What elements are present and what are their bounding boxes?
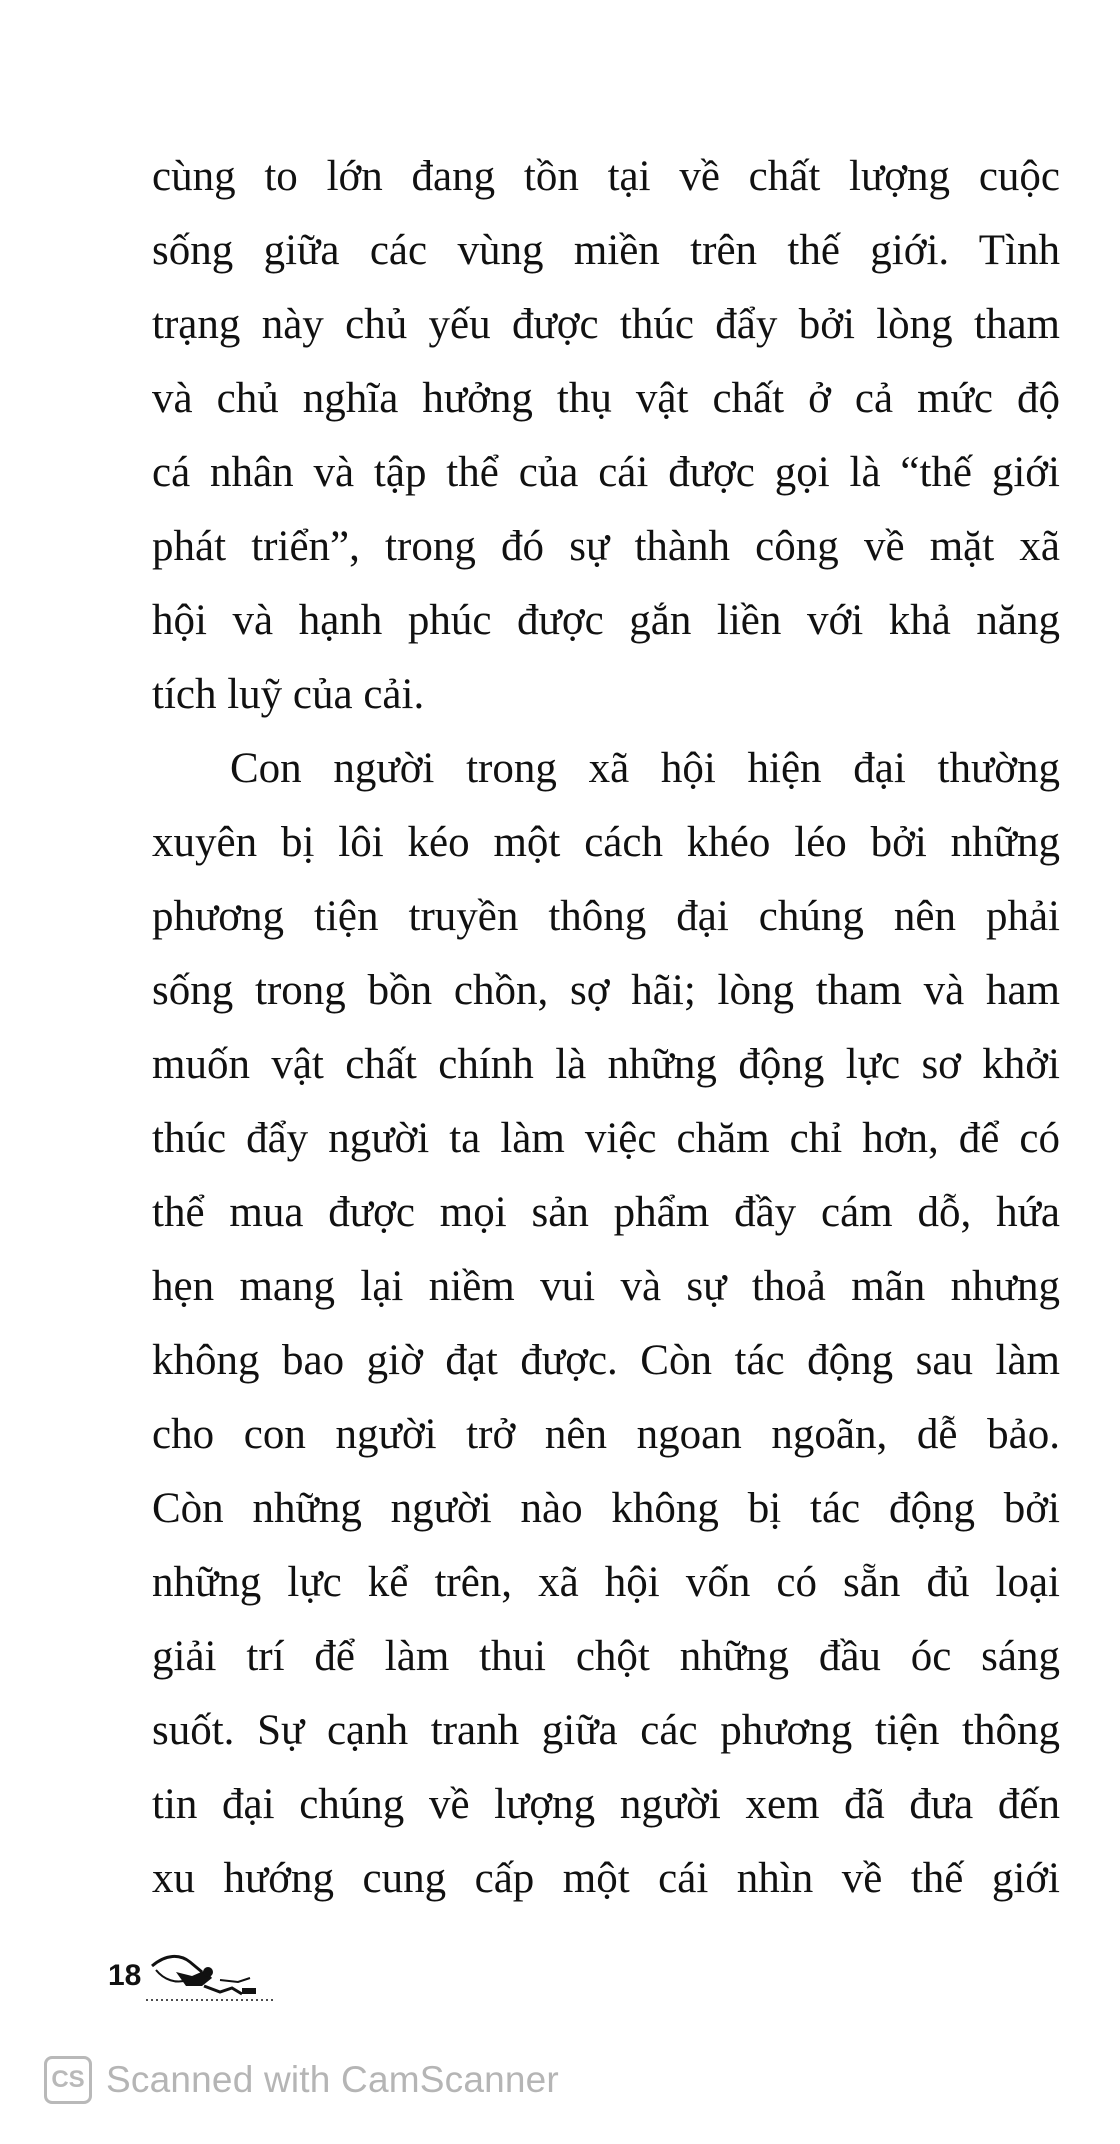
- text-line: và chủ nghĩa hưởng thụ vật chất ở cả mức độ: [152, 375, 1060, 422]
- text-line: xuyên bị lôi kéo một cách khéo léo bởi những: [152, 819, 1060, 866]
- text-line: sống giữa các vùng miền trên thế giới. Tình: [152, 227, 1060, 274]
- text-line: Còn những người nào không bị tác động bởi: [152, 1485, 1060, 1532]
- page-vignette-icon: [146, 1950, 276, 2006]
- text-line: hẹn mang lại niềm vui và sự thoả mãn nhưng: [152, 1263, 1060, 1310]
- text-line: giải trí để làm thui chột những đầu óc sáng: [152, 1633, 1060, 1680]
- text-line: cá nhân và tập thể của cái được gọi là “thế giới: [152, 449, 1060, 496]
- text-line: sống trong bồn chồn, sợ hãi; lòng tham và ham: [152, 967, 1060, 1014]
- text-line: trạng này chủ yếu được thúc đẩy bởi lòng tham: [152, 301, 1060, 348]
- text-line: thể mua được mọi sản phẩm đầy cám dỗ, hứa: [152, 1189, 1060, 1236]
- text-line: suốt. Sự cạnh tranh giữa các phương tiện thông: [152, 1707, 1060, 1754]
- text-line: những lực kể trên, xã hội vốn có sẵn đủ loại: [152, 1559, 1060, 1606]
- text-line: thúc đẩy người ta làm việc chăm chỉ hơn, để có: [152, 1115, 1060, 1162]
- text-line: phát triển”, trong đó sự thành công về mặt xã: [152, 523, 1060, 570]
- text-line-paragraph-start: Con người trong xã hội hiện đại thường: [230, 745, 1060, 792]
- text-line-paragraph-end: tích luỹ của cải.: [152, 671, 425, 718]
- camscanner-logo: CS: [44, 2056, 92, 2104]
- page-body-text: [152, 140, 1060, 1916]
- text-line: không bao giờ đạt được. Còn tác động sau làm: [152, 1337, 1060, 1384]
- text-line: cho con người trở nên ngoan ngoãn, dễ bảo.: [152, 1411, 1060, 1458]
- page-number: 18: [108, 1959, 142, 1992]
- text-line: hội và hạnh phúc được gắn liền với khả năng: [152, 597, 1060, 644]
- text-line: tin đại chúng về lượng người xem đã đưa đến: [152, 1781, 1060, 1828]
- watermark-text: Scanned with CamScanner: [106, 2059, 559, 2100]
- text-line: xu hướng cung cấp một cái nhìn về thế giới: [152, 1855, 1060, 1902]
- camscanner-watermark: [44, 2050, 559, 2110]
- text-line: cùng to lớn đang tồn tại về chất lượng cuộc: [152, 153, 1060, 200]
- text-line: muốn vật chất chính là những động lực sơ khởi: [152, 1041, 1060, 1088]
- text-line: phương tiện truyền thông đại chúng nên phải: [152, 893, 1060, 940]
